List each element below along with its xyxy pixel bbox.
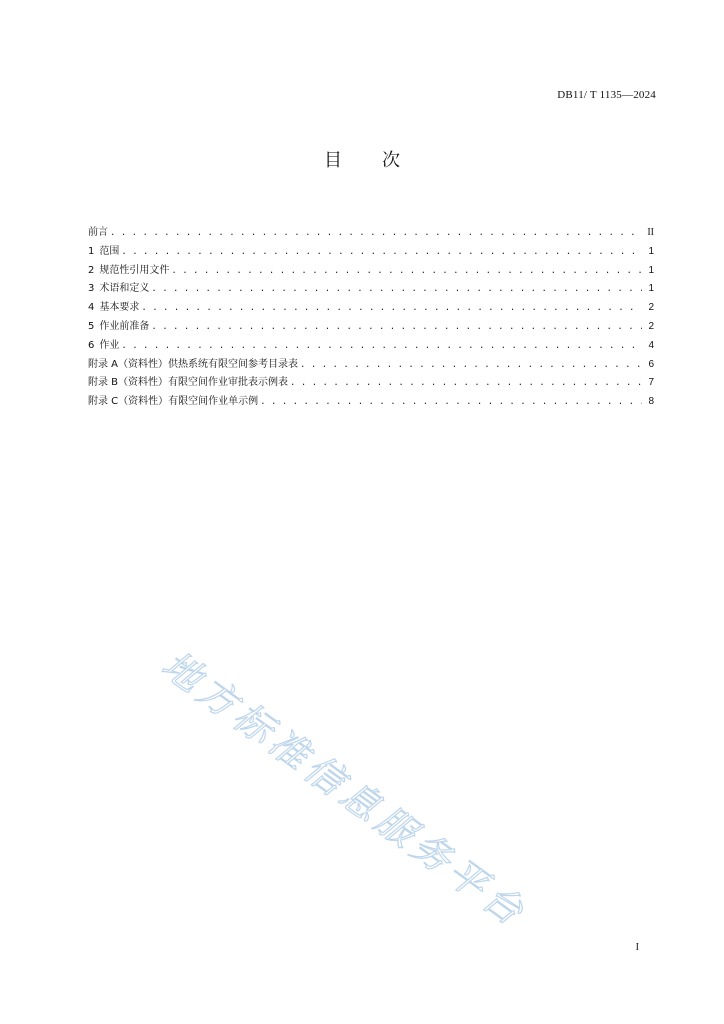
toc-entry-page: 7 — [648, 377, 654, 389]
toc-entry-scope[interactable] — [88, 243, 654, 262]
toc-leader-dots — [151, 280, 642, 299]
toc-entry-text: 作业 — [99, 339, 120, 351]
toc-entry-number: 5 — [88, 320, 95, 332]
toc-entry-page: 2 — [648, 302, 654, 314]
toc-entry-label — [88, 243, 119, 262]
toc-entry-label — [88, 318, 149, 337]
toc-entry-text: 范围 — [99, 245, 120, 257]
toc-entry-label: 附录 A（资料性）供热系统有限空间参考目录表 — [88, 358, 299, 370]
toc-entry-appendix-c[interactable] — [88, 393, 654, 412]
toc-entry-page: II — [647, 227, 654, 238]
toc-leader-dots — [260, 393, 642, 412]
toc-entry-page: 2 — [648, 320, 654, 332]
page-title — [0, 146, 724, 172]
toc-leader-dots — [171, 262, 642, 281]
toc-entry-basic-requirements[interactable] — [88, 299, 654, 318]
toc-entry-page: 4 — [648, 339, 654, 351]
toc-entry-appendix-a[interactable] — [88, 356, 654, 375]
toc-entry-label — [88, 262, 169, 281]
toc-entry-terms-definitions[interactable] — [88, 280, 654, 299]
toc-entry-text: 基本要求 — [99, 302, 140, 314]
toc-leader-dots — [151, 318, 642, 337]
table-of-contents — [88, 224, 654, 412]
toc-entry-number: 3 — [88, 283, 95, 295]
toc-entry-operation[interactable] — [88, 337, 654, 356]
toc-entry-label: 附录 B（资料性）有限空间作业审批表示例表 — [88, 377, 289, 389]
toc-entry-text: 术语和定义 — [99, 283, 150, 295]
toc-leader-dots — [110, 224, 642, 243]
toc-leader-dots — [121, 337, 642, 356]
toc-entry-number: 1 — [88, 245, 95, 257]
toc-entry-preparation[interactable] — [88, 318, 654, 337]
toc-entry-foreword[interactable] — [88, 224, 654, 243]
toc-entry-text: 规范性引用文件 — [99, 264, 170, 276]
title-char-1: 目 — [324, 150, 342, 171]
toc-entry-number: 4 — [88, 302, 95, 314]
toc-entry-page: 8 — [648, 396, 654, 408]
toc-entry-number: 2 — [88, 264, 95, 276]
toc-entry-page: 1 — [648, 245, 654, 257]
toc-leader-dots — [121, 243, 642, 262]
toc-entry-page: 1 — [648, 283, 654, 295]
standard-code: DB11/ T 1135—2024 — [557, 89, 656, 101]
toc-entry-normative-references[interactable] — [88, 262, 654, 281]
title-char-2: 次 — [382, 150, 400, 171]
toc-entry-page: 6 — [648, 358, 654, 370]
toc-entry-label — [88, 299, 139, 318]
toc-entry-page: 1 — [648, 264, 654, 276]
toc-entry-label — [88, 337, 119, 356]
toc-entry-number: 6 — [88, 339, 95, 351]
toc-entry-label: 附录 C（资料性）有限空间作业单示例 — [88, 396, 259, 408]
toc-entry-label: 前言 — [88, 227, 108, 238]
toc-leader-dots — [300, 356, 642, 375]
toc-entry-appendix-b[interactable] — [88, 374, 654, 393]
watermark: 地方标准信息服务平台 — [153, 642, 536, 937]
toc-leader-dots — [141, 299, 642, 318]
page-number: I — [635, 942, 639, 953]
toc-leader-dots — [290, 374, 642, 393]
toc-entry-text: 作业前准备 — [99, 320, 150, 332]
toc-entry-label — [88, 280, 149, 299]
